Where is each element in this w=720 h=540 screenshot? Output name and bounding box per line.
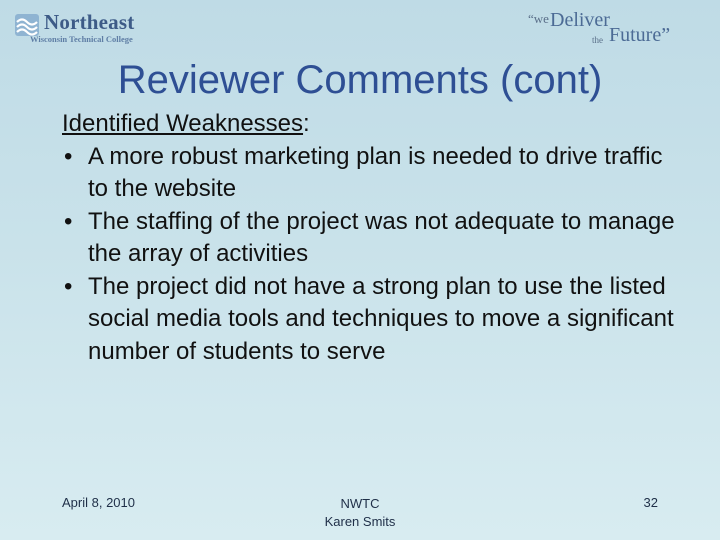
- tagline-the: the: [592, 35, 603, 45]
- logo-subtitle: Wisconsin Technical College: [30, 34, 133, 44]
- bullet-item: [62, 206, 682, 271]
- tagline-future: Future”: [609, 24, 671, 46]
- tagline: [500, 8, 710, 44]
- bullet-dot: •: [64, 272, 73, 300]
- bullet-item: [62, 141, 682, 206]
- footer-org: NWTC: [340, 496, 380, 511]
- slide-body: [62, 108, 682, 368]
- bullet-item: [62, 271, 682, 369]
- tagline-we: “we: [528, 11, 549, 26]
- section-heading-colon: :: [303, 110, 310, 137]
- logo-name: Northeast: [44, 10, 135, 34]
- bullet-dot: •: [64, 142, 73, 170]
- slide-title: Reviewer Comments (cont): [117, 58, 603, 102]
- northeast-logo: [14, 10, 154, 44]
- bullet-text: A more robust marketing plan is needed to drive traffic to the website: [88, 142, 663, 202]
- tagline-deliver: Deliver: [550, 9, 610, 31]
- bullet-text: The project did not have a strong plan to use the listed social media tools and techniques to move a significant number of students to serve: [88, 272, 674, 365]
- bullet-dot: •: [64, 207, 73, 235]
- footer-date: April 8, 2010: [62, 495, 135, 510]
- section-heading: [62, 108, 682, 141]
- footer-center: [300, 495, 420, 531]
- slide-footer: [0, 495, 720, 535]
- section-heading-text: Identified Weaknesses: [62, 110, 304, 137]
- page-number: 32: [643, 495, 658, 510]
- footer-author: Karen Smits: [324, 514, 396, 529]
- bullet-list: [62, 141, 682, 369]
- bullet-text: The staffing of the project was not adequate to manage the array of activities: [88, 207, 675, 267]
